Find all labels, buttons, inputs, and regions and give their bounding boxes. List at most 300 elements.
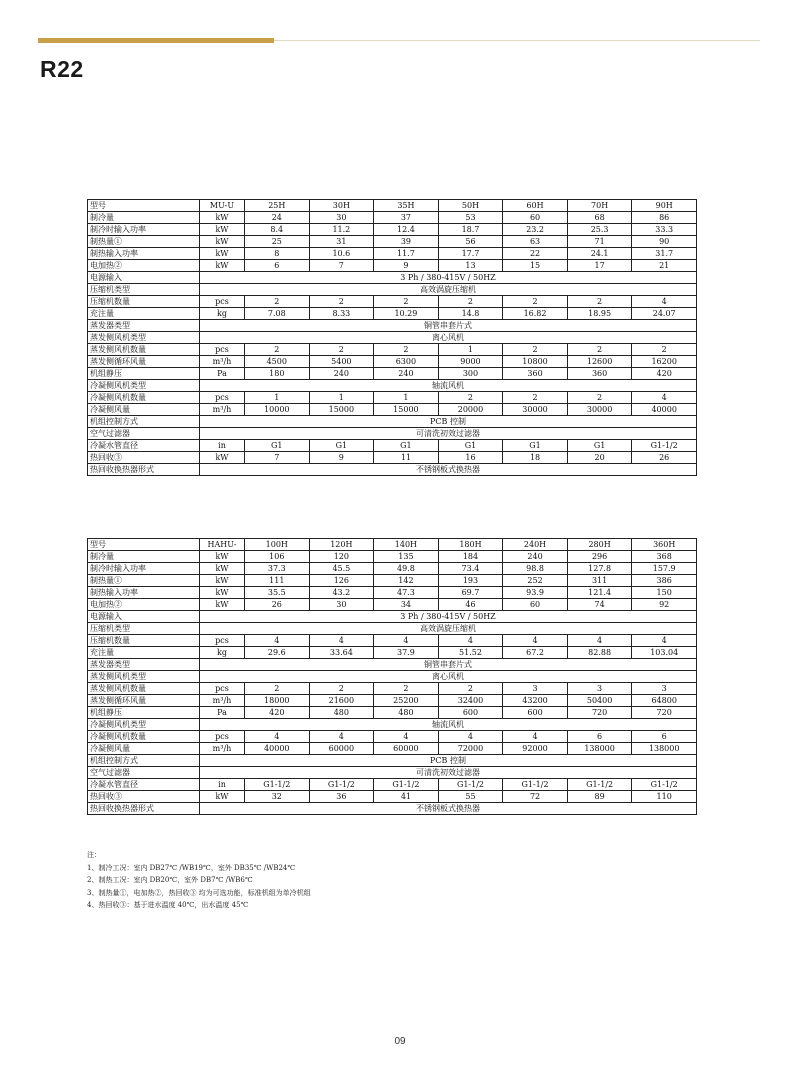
table-row bbox=[88, 212, 697, 224]
value-cell: 15000 bbox=[374, 404, 439, 416]
table-row bbox=[88, 236, 697, 248]
value-cell: 32 bbox=[245, 791, 310, 803]
table-row bbox=[88, 755, 697, 767]
value-cell: 420 bbox=[632, 368, 697, 380]
value-cell: 25200 bbox=[374, 695, 439, 707]
unit-cell: in bbox=[200, 779, 245, 791]
row-label-cell: 热回收换热器形式 bbox=[88, 464, 200, 476]
value-cell: 8 bbox=[245, 248, 310, 260]
value-cell: 120 bbox=[309, 551, 374, 563]
value-cell: 74 bbox=[567, 599, 632, 611]
row-label-cell: 蒸发侧循环风量 bbox=[88, 356, 200, 368]
value-cell: 15000 bbox=[309, 404, 374, 416]
spec-table-mu-u bbox=[87, 199, 697, 476]
value-cell: 69.7 bbox=[438, 587, 503, 599]
value-cell: 56 bbox=[438, 236, 503, 248]
row-label-cell: 制冷量 bbox=[88, 212, 200, 224]
value-cell: 98.8 bbox=[503, 563, 568, 575]
span-value-cell: 铜管串套片式 bbox=[200, 659, 697, 671]
value-cell: 26 bbox=[245, 599, 310, 611]
span-value-cell: 离心风机 bbox=[200, 671, 697, 683]
unit-cell: m³/h bbox=[200, 743, 245, 755]
note-item: 4、热回收③：基于进水温度 40℃，出水温度 45℃ bbox=[87, 901, 249, 909]
span-value-cell: 离心风机 bbox=[200, 332, 697, 344]
value-cell: 360 bbox=[503, 368, 568, 380]
value-cell: G1 bbox=[309, 440, 374, 452]
unit-cell: kW bbox=[200, 224, 245, 236]
table-row bbox=[88, 659, 697, 671]
value-cell: 6300 bbox=[374, 356, 439, 368]
row-label-cell: 制热量① bbox=[88, 575, 200, 587]
notes bbox=[87, 849, 311, 912]
model-label-cell: 型号 bbox=[88, 200, 200, 212]
value-cell: G1-1/2 bbox=[632, 779, 697, 791]
unit-cell: kW bbox=[200, 587, 245, 599]
value-cell: 2 bbox=[309, 296, 374, 308]
value-cell: 92 bbox=[632, 599, 697, 611]
value-cell: 60 bbox=[503, 599, 568, 611]
value-cell: 600 bbox=[503, 707, 568, 719]
row-label-cell: 蒸发侧循环风量 bbox=[88, 695, 200, 707]
value-cell: 3 bbox=[632, 683, 697, 695]
value-cell: 16200 bbox=[632, 356, 697, 368]
row-label-cell: 制热输入功率 bbox=[88, 248, 200, 260]
unit-cell: in bbox=[200, 440, 245, 452]
model-header-cell: 70H bbox=[567, 200, 632, 212]
value-cell: G1-1/2 bbox=[567, 779, 632, 791]
value-cell: 10800 bbox=[503, 356, 568, 368]
unit-cell: Pa bbox=[200, 707, 245, 719]
table-row bbox=[88, 551, 697, 563]
row-label-cell: 制冷量 bbox=[88, 551, 200, 563]
value-cell: 60000 bbox=[374, 743, 439, 755]
value-cell: 31.7 bbox=[632, 248, 697, 260]
value-cell: 47.3 bbox=[374, 587, 439, 599]
value-cell: 53 bbox=[438, 212, 503, 224]
model-header-cell: 280H bbox=[567, 539, 632, 551]
value-cell: 12.4 bbox=[374, 224, 439, 236]
model-header-cell: 140H bbox=[374, 539, 439, 551]
row-label-cell: 机组静压 bbox=[88, 368, 200, 380]
value-cell: 127.8 bbox=[567, 563, 632, 575]
value-cell: 4 bbox=[438, 635, 503, 647]
value-cell: 93.9 bbox=[503, 587, 568, 599]
table-row bbox=[88, 416, 697, 428]
value-cell: 55 bbox=[438, 791, 503, 803]
table-row bbox=[88, 695, 697, 707]
value-cell: 157.9 bbox=[632, 563, 697, 575]
table-row bbox=[88, 284, 697, 296]
row-label-cell: 热回收③ bbox=[88, 452, 200, 464]
row-label-cell: 空气过滤器 bbox=[88, 767, 200, 779]
note-item: 2、制热工况：室内 DB20℃，室外 DB7℃ /WB6℃ bbox=[87, 876, 253, 884]
unit-cell: pcs bbox=[200, 344, 245, 356]
value-cell: 31 bbox=[309, 236, 374, 248]
value-cell: 37 bbox=[374, 212, 439, 224]
value-cell: 12600 bbox=[567, 356, 632, 368]
row-label-cell: 热回收③ bbox=[88, 791, 200, 803]
value-cell: 41 bbox=[374, 791, 439, 803]
unit-cell: kW bbox=[200, 551, 245, 563]
value-cell: G1-1/2 bbox=[503, 779, 568, 791]
page-title: R22 bbox=[40, 56, 84, 82]
model-header-cell: 120H bbox=[309, 539, 374, 551]
table-row bbox=[88, 599, 697, 611]
value-cell: 25.3 bbox=[567, 224, 632, 236]
value-cell: 300 bbox=[438, 368, 503, 380]
table-row bbox=[88, 308, 697, 320]
value-cell: 4 bbox=[309, 731, 374, 743]
row-label-cell: 充注量 bbox=[88, 308, 200, 320]
unit-cell: kW bbox=[200, 248, 245, 260]
row-label-cell: 蒸发器类型 bbox=[88, 320, 200, 332]
value-cell: 29.6 bbox=[245, 647, 310, 659]
row-label-cell: 机组控制方式 bbox=[88, 755, 200, 767]
table-row bbox=[88, 647, 697, 659]
value-cell: 252 bbox=[503, 575, 568, 587]
value-cell: 480 bbox=[309, 707, 374, 719]
row-label-cell: 冷凝侧风机类型 bbox=[88, 380, 200, 392]
table-row bbox=[88, 575, 697, 587]
model-header-cell: 50H bbox=[438, 200, 503, 212]
value-cell: 37.3 bbox=[245, 563, 310, 575]
value-cell: 193 bbox=[438, 575, 503, 587]
value-cell: 35.5 bbox=[245, 587, 310, 599]
table-row bbox=[88, 356, 697, 368]
value-cell: 240 bbox=[503, 551, 568, 563]
value-cell: 2 bbox=[567, 344, 632, 356]
value-cell: 4 bbox=[632, 392, 697, 404]
value-cell: 4 bbox=[245, 731, 310, 743]
value-cell: 24.1 bbox=[567, 248, 632, 260]
table-row bbox=[88, 344, 697, 356]
value-cell: 2 bbox=[567, 392, 632, 404]
value-cell: 90 bbox=[632, 236, 697, 248]
value-cell: 4 bbox=[503, 731, 568, 743]
value-cell: 71 bbox=[567, 236, 632, 248]
value-cell: 2 bbox=[309, 683, 374, 695]
unit-cell: m³/h bbox=[200, 404, 245, 416]
value-cell: 126 bbox=[309, 575, 374, 587]
table-header-row bbox=[88, 539, 697, 551]
value-cell: 3 bbox=[503, 683, 568, 695]
value-cell: 4 bbox=[632, 296, 697, 308]
value-cell: 10000 bbox=[245, 404, 310, 416]
row-label-cell: 压缩机类型 bbox=[88, 623, 200, 635]
value-cell: G1 bbox=[374, 440, 439, 452]
model-header-cell: 25H bbox=[245, 200, 310, 212]
row-label-cell: 机组控制方式 bbox=[88, 416, 200, 428]
row-label-cell: 空气过滤器 bbox=[88, 428, 200, 440]
value-cell: 37.9 bbox=[374, 647, 439, 659]
row-label-cell: 冷凝水管直径 bbox=[88, 440, 200, 452]
value-cell: 150 bbox=[632, 587, 697, 599]
unit-cell: pcs bbox=[200, 731, 245, 743]
value-cell: 11 bbox=[374, 452, 439, 464]
table-row bbox=[88, 671, 697, 683]
value-cell: 9000 bbox=[438, 356, 503, 368]
value-cell: 18 bbox=[503, 452, 568, 464]
table-row bbox=[88, 464, 697, 476]
value-cell: 17 bbox=[567, 260, 632, 272]
value-cell: G1 bbox=[567, 440, 632, 452]
value-cell: 420 bbox=[245, 707, 310, 719]
row-label-cell: 热回收换热器形式 bbox=[88, 803, 200, 815]
value-cell: 30 bbox=[309, 212, 374, 224]
row-label-cell: 冷凝水管直径 bbox=[88, 779, 200, 791]
value-cell: 368 bbox=[632, 551, 697, 563]
value-cell: 2 bbox=[503, 296, 568, 308]
value-cell: 30 bbox=[309, 599, 374, 611]
row-label-cell: 蒸发侧风机类型 bbox=[88, 671, 200, 683]
unit-cell: kW bbox=[200, 563, 245, 575]
row-label-cell: 机组静压 bbox=[88, 707, 200, 719]
value-cell: 46 bbox=[438, 599, 503, 611]
spec-table-hahu bbox=[87, 538, 697, 815]
value-cell: 386 bbox=[632, 575, 697, 587]
value-cell: 135 bbox=[374, 551, 439, 563]
value-cell: 2 bbox=[245, 296, 310, 308]
note-item: 3、制热量①，电加热②，热回收③ 均为可选功能，标准机组为单冷机组 bbox=[87, 888, 311, 897]
model-header-cell: 100H bbox=[245, 539, 310, 551]
value-cell: 240 bbox=[309, 368, 374, 380]
value-cell: 2 bbox=[438, 296, 503, 308]
model-label-cell: 型号 bbox=[88, 539, 200, 551]
value-cell: 14.8 bbox=[438, 308, 503, 320]
table-row bbox=[88, 623, 697, 635]
value-cell: 4 bbox=[438, 731, 503, 743]
value-cell: 26 bbox=[632, 452, 697, 464]
value-cell: 4 bbox=[374, 731, 439, 743]
value-cell: 33.64 bbox=[309, 647, 374, 659]
value-cell: 32400 bbox=[438, 695, 503, 707]
value-cell: 18.95 bbox=[567, 308, 632, 320]
table-row bbox=[88, 731, 697, 743]
value-cell: 600 bbox=[438, 707, 503, 719]
value-cell: 184 bbox=[438, 551, 503, 563]
value-cell: 1 bbox=[245, 392, 310, 404]
row-label-cell: 制冷时输入功率 bbox=[88, 563, 200, 575]
value-cell: 18000 bbox=[245, 695, 310, 707]
value-cell: 111 bbox=[245, 575, 310, 587]
value-cell: G1-1/2 bbox=[374, 779, 439, 791]
value-cell: G1 bbox=[438, 440, 503, 452]
table-row bbox=[88, 332, 697, 344]
value-cell: 33.3 bbox=[632, 224, 697, 236]
value-cell: 138000 bbox=[567, 743, 632, 755]
table-row bbox=[88, 683, 697, 695]
value-cell: 43200 bbox=[503, 695, 568, 707]
row-label-cell: 蒸发侧风机数量 bbox=[88, 683, 200, 695]
value-cell: 17.7 bbox=[438, 248, 503, 260]
unit-cell: pcs bbox=[200, 392, 245, 404]
unit-cell: pcs bbox=[200, 635, 245, 647]
value-cell: 4 bbox=[309, 635, 374, 647]
table-row bbox=[88, 635, 697, 647]
value-cell: 8.4 bbox=[245, 224, 310, 236]
span-value-cell: 高效涡旋压缩机 bbox=[200, 623, 697, 635]
model-header-cell: 360H bbox=[632, 539, 697, 551]
value-cell: 72000 bbox=[438, 743, 503, 755]
value-cell: G1-1/2 bbox=[309, 779, 374, 791]
value-cell: 21 bbox=[632, 260, 697, 272]
unit-cell: kW bbox=[200, 452, 245, 464]
value-cell: 296 bbox=[567, 551, 632, 563]
value-cell: 4 bbox=[245, 635, 310, 647]
table-row bbox=[88, 404, 697, 416]
value-cell: 311 bbox=[567, 575, 632, 587]
value-cell: 2 bbox=[374, 344, 439, 356]
value-cell: 43.2 bbox=[309, 587, 374, 599]
span-value-cell: 3 Ph / 380-415V / 50HZ bbox=[200, 272, 697, 284]
value-cell: 1 bbox=[374, 392, 439, 404]
row-label-cell: 电加热② bbox=[88, 260, 200, 272]
value-cell: 18.7 bbox=[438, 224, 503, 236]
table-row bbox=[88, 767, 697, 779]
value-cell: 11.2 bbox=[309, 224, 374, 236]
span-value-cell: 可清洗初效过滤器 bbox=[200, 428, 697, 440]
value-cell: 21600 bbox=[309, 695, 374, 707]
value-cell: 24 bbox=[245, 212, 310, 224]
row-label-cell: 电加热② bbox=[88, 599, 200, 611]
value-cell: 20000 bbox=[438, 404, 503, 416]
value-cell: 51.52 bbox=[438, 647, 503, 659]
value-cell: 720 bbox=[567, 707, 632, 719]
table-row bbox=[88, 743, 697, 755]
value-cell: 11.7 bbox=[374, 248, 439, 260]
row-label-cell: 冷凝侧风机数量 bbox=[88, 392, 200, 404]
row-label-cell: 蒸发侧风机类型 bbox=[88, 332, 200, 344]
value-cell: 16 bbox=[438, 452, 503, 464]
table-row bbox=[88, 803, 697, 815]
table-row bbox=[88, 611, 697, 623]
value-cell: 92000 bbox=[503, 743, 568, 755]
value-cell: 9 bbox=[374, 260, 439, 272]
value-cell: 1 bbox=[309, 392, 374, 404]
unit-cell: kg bbox=[200, 308, 245, 320]
span-value-cell: 轴流风机 bbox=[200, 719, 697, 731]
value-cell: G1-1/2 bbox=[438, 779, 503, 791]
value-cell: 121.4 bbox=[567, 587, 632, 599]
value-cell: 7 bbox=[309, 260, 374, 272]
span-value-cell: PCB 控制 bbox=[200, 416, 697, 428]
series-cell: HAHU- bbox=[200, 539, 245, 551]
header-accent-bar bbox=[38, 38, 274, 43]
value-cell: 180 bbox=[245, 368, 310, 380]
table-row bbox=[88, 248, 697, 260]
table-row bbox=[88, 440, 697, 452]
value-cell: 45.5 bbox=[309, 563, 374, 575]
value-cell: 2 bbox=[632, 344, 697, 356]
value-cell: 10.6 bbox=[309, 248, 374, 260]
row-label-cell: 压缩机类型 bbox=[88, 284, 200, 296]
value-cell: 25 bbox=[245, 236, 310, 248]
row-label-cell: 压缩机数量 bbox=[88, 296, 200, 308]
value-cell: 40000 bbox=[632, 404, 697, 416]
value-cell: 5400 bbox=[309, 356, 374, 368]
table-row bbox=[88, 368, 697, 380]
value-cell: 4 bbox=[632, 635, 697, 647]
unit-cell: m³/h bbox=[200, 695, 245, 707]
table-row bbox=[88, 272, 697, 284]
value-cell: 2 bbox=[245, 344, 310, 356]
span-value-cell: 不锈钢板式换热器 bbox=[200, 803, 697, 815]
table-row bbox=[88, 779, 697, 791]
row-label-cell: 电源输入 bbox=[88, 272, 200, 284]
value-cell: 2 bbox=[374, 296, 439, 308]
value-cell: 2 bbox=[567, 296, 632, 308]
table-row bbox=[88, 320, 697, 332]
span-value-cell: 轴流风机 bbox=[200, 380, 697, 392]
series-cell: MU-U bbox=[200, 200, 245, 212]
row-label-cell: 蒸发器类型 bbox=[88, 659, 200, 671]
table-row bbox=[88, 563, 697, 575]
unit-cell: kW bbox=[200, 599, 245, 611]
value-cell: 16.82 bbox=[503, 308, 568, 320]
value-cell: 9 bbox=[309, 452, 374, 464]
row-label-cell: 制冷时输入功率 bbox=[88, 224, 200, 236]
value-cell: 50400 bbox=[567, 695, 632, 707]
value-cell: 110 bbox=[632, 791, 697, 803]
value-cell: 30000 bbox=[567, 404, 632, 416]
value-cell: 24.07 bbox=[632, 308, 697, 320]
value-cell: 13 bbox=[438, 260, 503, 272]
model-header-cell: 30H bbox=[309, 200, 374, 212]
value-cell: 64800 bbox=[632, 695, 697, 707]
value-cell: 4 bbox=[374, 635, 439, 647]
value-cell: 720 bbox=[632, 707, 697, 719]
row-label-cell: 压缩机数量 bbox=[88, 635, 200, 647]
value-cell: 36 bbox=[309, 791, 374, 803]
value-cell: 10.29 bbox=[374, 308, 439, 320]
value-cell: 20 bbox=[567, 452, 632, 464]
value-cell: 6 bbox=[632, 731, 697, 743]
value-cell: 73.4 bbox=[438, 563, 503, 575]
value-cell: 2 bbox=[245, 683, 310, 695]
model-header-cell: 60H bbox=[503, 200, 568, 212]
page-number: 09 bbox=[394, 1036, 406, 1047]
model-header-cell: 240H bbox=[503, 539, 568, 551]
value-cell: 6 bbox=[245, 260, 310, 272]
model-header-cell: 90H bbox=[632, 200, 697, 212]
unit-cell: kg bbox=[200, 647, 245, 659]
value-cell: 30000 bbox=[503, 404, 568, 416]
value-cell: 23.2 bbox=[503, 224, 568, 236]
value-cell: 240 bbox=[374, 368, 439, 380]
value-cell: 86 bbox=[632, 212, 697, 224]
value-cell: G1-1/2 bbox=[632, 440, 697, 452]
table-row bbox=[88, 719, 697, 731]
row-label-cell: 电源输入 bbox=[88, 611, 200, 623]
value-cell: 89 bbox=[567, 791, 632, 803]
value-cell: 68 bbox=[567, 212, 632, 224]
value-cell: 49.8 bbox=[374, 563, 439, 575]
value-cell: 4 bbox=[503, 635, 568, 647]
note-item: 1、制冷工况：室内 DB27℃ /WB19℃，室外 DB35℃ /WB24℃ bbox=[87, 863, 296, 872]
value-cell: 7 bbox=[245, 452, 310, 464]
value-cell: 360 bbox=[567, 368, 632, 380]
value-cell: 40000 bbox=[245, 743, 310, 755]
unit-cell: kW bbox=[200, 575, 245, 587]
unit-cell: pcs bbox=[200, 683, 245, 695]
unit-cell: kW bbox=[200, 791, 245, 803]
value-cell: 67.2 bbox=[503, 647, 568, 659]
unit-cell: kW bbox=[200, 236, 245, 248]
value-cell: 8.33 bbox=[309, 308, 374, 320]
model-header-cell: 35H bbox=[374, 200, 439, 212]
span-value-cell: 高效涡旋压缩机 bbox=[200, 284, 697, 296]
row-label-cell: 制热输入功率 bbox=[88, 587, 200, 599]
